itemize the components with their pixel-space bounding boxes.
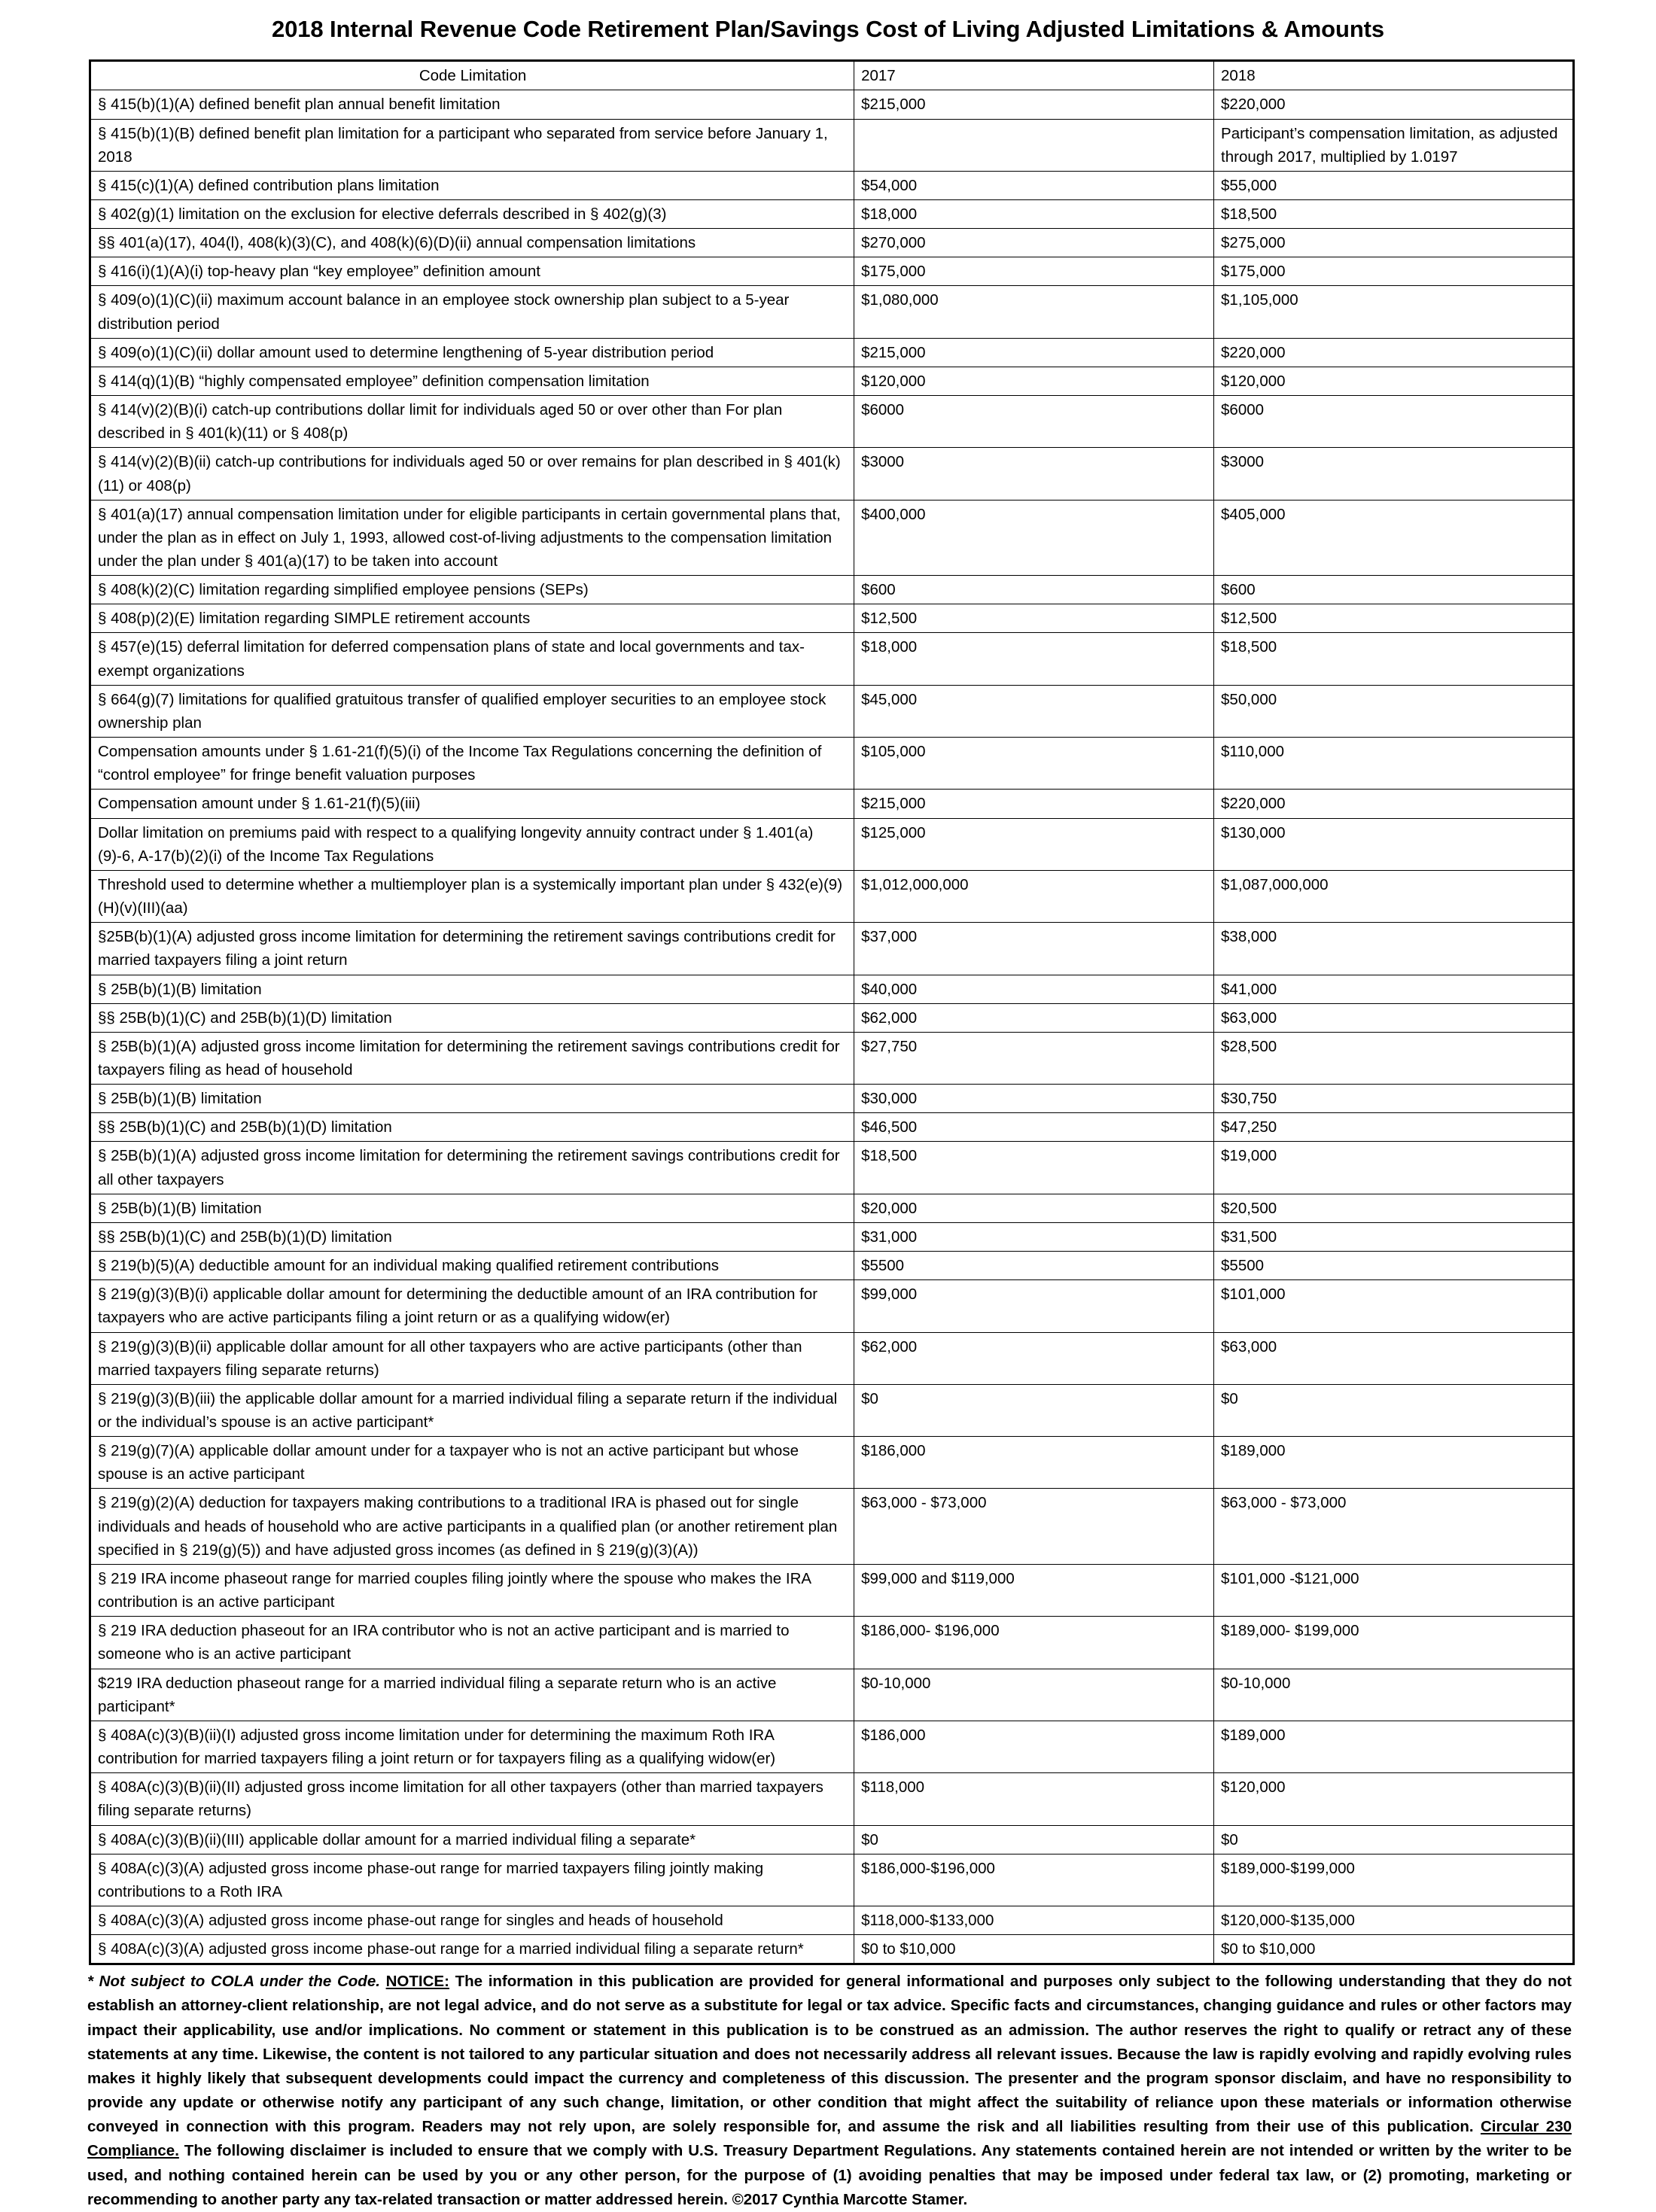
table-row <box>90 633 1574 685</box>
table-row <box>90 1280 1574 1332</box>
cell-value-2017: $215,000 <box>854 790 1214 818</box>
cell-code-limitation: § 25B(b)(1)(A) adjusted gross income limitation for determining the retirement savings contributions credit for all other taxpayers <box>90 1142 854 1194</box>
cell-value-2018: $130,000 <box>1214 818 1574 870</box>
column-header-2017: 2017 <box>854 61 1214 90</box>
table-row <box>90 685 1574 737</box>
cell-code-limitation: § 219 IRA deduction phaseout for an IRA contributor who is not an active participant and is married to someone who is an active participant <box>90 1617 854 1669</box>
table-header-row <box>90 61 1574 90</box>
table-row <box>90 90 1574 119</box>
cell-code-limitation: Dollar limitation on premiums paid with respect to a qualifying longevity annuity contract under § 1.401(a)(9)-6, A-17(b)(2)(i) of the Income Tax Regulations <box>90 818 854 870</box>
cell-code-limitation: § 25B(b)(1)(B) limitation <box>90 975 854 1003</box>
cell-value-2018: $38,000 <box>1214 923 1574 975</box>
cell-value-2018: $5500 <box>1214 1252 1574 1280</box>
cell-value-2017: $18,000 <box>854 199 1214 228</box>
cell-value-2017: $3000 <box>854 448 1214 500</box>
table-row <box>90 257 1574 286</box>
table-row <box>90 199 1574 228</box>
cell-value-2018: $18,500 <box>1214 633 1574 685</box>
table-row <box>90 1489 1574 1564</box>
cell-value-2018: $28,500 <box>1214 1032 1574 1084</box>
table-row <box>90 1332 1574 1384</box>
cell-code-limitation: § 408A(c)(3)(A) adjusted gross income phase-out range for a married individual filing a separate return* <box>90 1935 854 1964</box>
cell-value-2017: $118,000 <box>854 1773 1214 1825</box>
cell-value-2018: $55,000 <box>1214 171 1574 199</box>
table-header <box>90 61 1574 90</box>
table-row <box>90 604 1574 633</box>
cell-value-2017: $99,000 and $119,000 <box>854 1564 1214 1616</box>
cell-code-limitation: § 408A(c)(3)(B)(ii)(I) adjusted gross income limitation under for determining the maximum Roth IRA contribution for married taxpayers filing a joint return or for taxpayers filing as a qualifying widow(er) <box>90 1721 854 1772</box>
cell-value-2017: $1,012,000,000 <box>854 870 1214 922</box>
cola-footnote: * Not subject to COLA under the Code. <box>87 1973 380 1991</box>
cell-code-limitation: § 414(q)(1)(B) “highly compensated employee” definition compensation limitation <box>90 367 854 395</box>
cell-value-2018: $220,000 <box>1214 790 1574 818</box>
cell-value-2018: Participant’s compensation limitation, as adjusted through 2017, multiplied by 1.0197 <box>1214 119 1574 171</box>
cell-code-limitation: § 219(g)(3)(B)(i) applicable dollar amount for determining the deductible amount of an IRA contribution for taxpayers who are active participants filing a joint return or as a qualifying widow(er) <box>90 1280 854 1332</box>
cell-value-2018: $220,000 <box>1214 338 1574 367</box>
cell-value-2017: $270,000 <box>854 229 1214 257</box>
cell-value-2018: $120,000 <box>1214 1773 1574 1825</box>
cell-value-2017: $600 <box>854 576 1214 604</box>
cell-value-2018: $12,500 <box>1214 604 1574 633</box>
cell-value-2017: $0-10,000 <box>854 1669 1214 1721</box>
cell-value-2017: $0 to $10,000 <box>854 1935 1214 1964</box>
limits-table-container <box>0 59 1656 1965</box>
cell-value-2017: $54,000 <box>854 171 1214 199</box>
cell-code-limitation: §§ 25B(b)(1)(C) and 25B(b)(1)(D) limitation <box>90 1113 854 1142</box>
notice-label: NOTICE: <box>385 1973 449 1991</box>
table-row <box>90 229 1574 257</box>
cell-value-2018: $175,000 <box>1214 257 1574 286</box>
table-row <box>90 1252 1574 1280</box>
table-row <box>90 1564 1574 1616</box>
cell-value-2018: $63,000 <box>1214 1003 1574 1032</box>
cell-code-limitation: § 408(k)(2)(C) limitation regarding simplified employee pensions (SEPs) <box>90 576 854 604</box>
table-row <box>90 1669 1574 1721</box>
cell-value-2018: $0-10,000 <box>1214 1669 1574 1721</box>
cell-value-2018: $20,500 <box>1214 1194 1574 1222</box>
cell-value-2018: $6000 <box>1214 396 1574 448</box>
cell-value-2017: $186,000-$196,000 <box>854 1854 1214 1906</box>
cell-value-2017: $18,000 <box>854 633 1214 685</box>
table-row <box>90 1142 1574 1194</box>
cell-value-2018: $101,000 -$121,000 <box>1214 1564 1574 1616</box>
cell-code-limitation: § 664(g)(7) limitations for qualified gratuitous transfer of qualified employer securities to an employee stock ownership plan <box>90 685 854 737</box>
cell-code-limitation: § 409(o)(1)(C)(ii) dollar amount used to determine lengthening of 5-year distribution period <box>90 338 854 367</box>
table-row <box>90 1721 1574 1772</box>
cell-code-limitation: Compensation amounts under § 1.61-21(f)(5)(i) of the Income Tax Regulations concerning the definition of “control employee” for fringe benefit valuation purposes <box>90 738 854 790</box>
cell-value-2017: $6000 <box>854 396 1214 448</box>
cell-value-2017 <box>854 119 1214 171</box>
cell-code-limitation: §§ 25B(b)(1)(C) and 25B(b)(1)(D) limitation <box>90 1222 854 1251</box>
column-header-code-limitation: Code Limitation <box>90 61 854 90</box>
cell-code-limitation: § 219(g)(2)(A) deduction for taxpayers making contributions to a traditional IRA is phased out for single individuals and heads of household who are active participants in a qualified plan (or another retirement plan specified in § 219(g)(5)) and have adjusted gross incomes (as defined in § 219(g)(3)(A)) <box>90 1489 854 1564</box>
cell-value-2018: $3000 <box>1214 448 1574 500</box>
table-row <box>90 923 1574 975</box>
cell-value-2017: $0 <box>854 1384 1214 1436</box>
cell-value-2018: $189,000 <box>1214 1437 1574 1489</box>
circular-230-body: The following disclaimer is included to ensure that we comply with U.S. Treasury Department Regulations. Any statements contained herein are not intended or written by the writer to be used, and nothing contained herein can be used by you or any other person, for the purpose of (1) avoiding penalties that may be imposed under federal tax law, or (2) promoting, marketing or recommending to another party any tax-related transaction or matter addressed herein. ©2017 Cynthia Marcotte Stamer. <box>87 2142 1572 2208</box>
table-row <box>90 1437 1574 1489</box>
table-row <box>90 1773 1574 1825</box>
cell-value-2018: $31,500 <box>1214 1222 1574 1251</box>
cell-code-limitation: Threshold used to determine whether a multiemployer plan is a systemically important plan under § 432(e)(9)(H)(v)(III)(aa) <box>90 870 854 922</box>
table-row <box>90 1617 1574 1669</box>
cell-code-limitation: §25B(b)(1)(A) adjusted gross income limitation for determining the retirement savings contributions credit for married taxpayers filing a joint return <box>90 923 854 975</box>
table-row <box>90 1032 1574 1084</box>
cell-value-2018: $189,000 <box>1214 1721 1574 1772</box>
cell-value-2017: $40,000 <box>854 975 1214 1003</box>
table-row <box>90 975 1574 1003</box>
cell-value-2018: $120,000 <box>1214 367 1574 395</box>
cell-code-limitation: § 219(g)(3)(B)(iii) the applicable dollar amount for a married individual filing a separate return if the individual or the individual’s spouse is an active participant* <box>90 1384 854 1436</box>
table-row <box>90 448 1574 500</box>
cola-limits-table <box>89 59 1575 1965</box>
cell-value-2017: $18,500 <box>854 1142 1214 1194</box>
cell-code-limitation: § 415(b)(1)(A) defined benefit plan annual benefit limitation <box>90 90 854 119</box>
table-row <box>90 338 1574 367</box>
table-row <box>90 818 1574 870</box>
cell-code-limitation: §§ 401(a)(17), 404(l), 408(k)(3)(C), and 408(k)(6)(D)(ii) annual compensation limitations <box>90 229 854 257</box>
cell-code-limitation: § 219(g)(7)(A) applicable dollar amount under for a taxpayer who is not an active participant but whose spouse is an active participant <box>90 1437 854 1489</box>
cell-code-limitation: § 415(b)(1)(B) defined benefit plan limitation for a participant who separated from service before January 1, 2018 <box>90 119 854 171</box>
table-row <box>90 1113 1574 1142</box>
cell-code-limitation: § 409(o)(1)(C)(ii) maximum account balance in an employee stock ownership plan subject to a 5-year distribution period <box>90 286 854 338</box>
notice-body: The information in this publication are provided for general informational and purposes only subject to the following understanding that they do not establish an attorney-client relationship, are not legal advice, and do not serve as a substitute for legal or tax advice. Specific facts and circumstances, changing guidance and rules or other factors may impact their applicability, use and/or implications. No comment or statement in this publication is to be construed as an admission. The author reserves the right to qualify or retract any of these statements at any time. Likewise, the content is not tailored to any particular situation and does not necessarily address all relevant issues. Because the law is rapidly evolving and rapidly evolving rules makes it highly likely that subsequent developments could impact the currency and completeness of this discussion. The presenter and the program sponsor disclaim, and have no responsibility to provide any update or otherwise notify any participant of any such change, limitation, or other condition that might affect the suitability of reliance upon these materials or information otherwise conveyed in connection with this program. Readers may not rely upon, are solely responsible for, and assume the risk and all liabilities resulting from their use of this publication. <box>87 1973 1572 2136</box>
table-row <box>90 367 1574 395</box>
cell-value-2017: $27,750 <box>854 1032 1214 1084</box>
cell-value-2017: $1,080,000 <box>854 286 1214 338</box>
table-row <box>90 1854 1574 1906</box>
cell-value-2017: $125,000 <box>854 818 1214 870</box>
cell-value-2017: $62,000 <box>854 1003 1214 1032</box>
cell-value-2018: $0 <box>1214 1825 1574 1854</box>
cell-value-2017: $62,000 <box>854 1332 1214 1384</box>
cell-value-2017: $186,000 <box>854 1437 1214 1489</box>
cell-value-2018: $63,000 - $73,000 <box>1214 1489 1574 1564</box>
cell-code-limitation: § 408A(c)(3)(B)(ii)(III) applicable dollar amount for a married individual filing a separate* <box>90 1825 854 1854</box>
cell-value-2018: $189,000- $199,000 <box>1214 1617 1574 1669</box>
table-row <box>90 1906 1574 1934</box>
cell-value-2017: $45,000 <box>854 685 1214 737</box>
cell-value-2018: $220,000 <box>1214 90 1574 119</box>
cell-code-limitation: § 416(i)(1)(A)(i) top-heavy plan “key employee” definition amount <box>90 257 854 286</box>
cell-code-limitation: § 408A(c)(3)(A) adjusted gross income phase-out range for married taxpayers filing jointly making contributions to a Roth IRA <box>90 1854 854 1906</box>
cell-code-limitation: §§ 25B(b)(1)(C) and 25B(b)(1)(D) limitation <box>90 1003 854 1032</box>
cell-code-limitation: § 414(v)(2)(B)(ii) catch-up contributions for individuals aged 50 or over remains for plan described in § 401(k)(11) or 408(p) <box>90 448 854 500</box>
table-row <box>90 286 1574 338</box>
cell-code-limitation: § 219(g)(3)(B)(ii) applicable dollar amount for all other taxpayers who are active participants (other than married taxpayers filing separate returns) <box>90 1332 854 1384</box>
cell-code-limitation: § 414(v)(2)(B)(i) catch-up contributions dollar limit for individuals aged 50 or over other than For plan described in § 401(k)(11) or § 408(p) <box>90 396 854 448</box>
cell-code-limitation: $219 IRA deduction phaseout range for a married individual filing a separate return who is an active participant* <box>90 1669 854 1721</box>
cell-value-2017: $175,000 <box>854 257 1214 286</box>
table-row <box>90 119 1574 171</box>
cell-value-2017: $0 <box>854 1825 1214 1854</box>
table-row <box>90 171 1574 199</box>
cell-value-2017: $31,000 <box>854 1222 1214 1251</box>
cell-code-limitation: § 408A(c)(3)(B)(ii)(II) adjusted gross income limitation for all other taxpayers (other than married taxpayers filing separate returns) <box>90 1773 854 1825</box>
circular-230-label: Circular 230 Compliance. <box>87 2118 1572 2160</box>
cell-value-2017: $118,000-$133,000 <box>854 1906 1214 1934</box>
cell-value-2017: $37,000 <box>854 923 1214 975</box>
column-header-2018: 2018 <box>1214 61 1574 90</box>
table-row <box>90 576 1574 604</box>
cell-value-2018: $18,500 <box>1214 199 1574 228</box>
table-row <box>90 1384 1574 1436</box>
cell-value-2017: $20,000 <box>854 1194 1214 1222</box>
cell-value-2017: $215,000 <box>854 338 1214 367</box>
cell-value-2017: $215,000 <box>854 90 1214 119</box>
cell-value-2018: $50,000 <box>1214 685 1574 737</box>
cell-value-2018: $120,000-$135,000 <box>1214 1906 1574 1934</box>
cell-value-2017: $46,500 <box>854 1113 1214 1142</box>
cell-code-limitation: § 219 IRA income phaseout range for married couples filing jointly where the spouse who makes the IRA contribution is an active participant <box>90 1564 854 1616</box>
cell-code-limitation: § 408(p)(2)(E) limitation regarding SIMPLE retirement accounts <box>90 604 854 633</box>
cell-code-limitation: § 408A(c)(3)(A) adjusted gross income phase-out range for singles and heads of household <box>90 1906 854 1934</box>
table-row <box>90 870 1574 922</box>
cell-code-limitation: § 25B(b)(1)(B) limitation <box>90 1194 854 1222</box>
cell-value-2018: $600 <box>1214 576 1574 604</box>
cell-value-2018: $0 <box>1214 1384 1574 1436</box>
table-row <box>90 1003 1574 1032</box>
cell-code-limitation: Compensation amount under § 1.61-21(f)(5)(iii) <box>90 790 854 818</box>
table-row <box>90 1222 1574 1251</box>
cell-value-2017: $63,000 - $73,000 <box>854 1489 1214 1564</box>
table-row <box>90 790 1574 818</box>
table-row <box>90 1085 1574 1113</box>
cell-value-2017: $186,000 <box>854 1721 1214 1772</box>
cell-value-2018: $0 to $10,000 <box>1214 1935 1574 1964</box>
cell-code-limitation: § 402(g)(1) limitation on the exclusion for elective deferrals described in § 402(g)(3) <box>90 199 854 228</box>
cell-value-2018: $101,000 <box>1214 1280 1574 1332</box>
cell-value-2018: $1,087,000,000 <box>1214 870 1574 922</box>
cell-value-2018: $30,750 <box>1214 1085 1574 1113</box>
page-title: 2018 Internal Revenue Code Retirement Plan/Savings Cost of Living Adjusted Limitations & Amounts <box>271 16 1385 42</box>
cell-value-2017: $5500 <box>854 1252 1214 1280</box>
cell-value-2018: $63,000 <box>1214 1332 1574 1384</box>
cell-value-2018: $110,000 <box>1214 738 1574 790</box>
cell-value-2017: $99,000 <box>854 1280 1214 1332</box>
footer-notice <box>0 1965 1656 2212</box>
cell-value-2017: $186,000- $196,000 <box>854 1617 1214 1669</box>
cell-code-limitation: § 401(a)(17) annual compensation limitation under for eligible participants in certain governmental plans that, under the plan as in effect on July 1, 1993, allowed cost-of-living adjustments to the compensation limitation under the plan under § 401(a)(17) to be taken into account <box>90 500 854 575</box>
cell-value-2018: $41,000 <box>1214 975 1574 1003</box>
cell-value-2017: $12,500 <box>854 604 1214 633</box>
cell-code-limitation: § 25B(b)(1)(A) adjusted gross income limitation for determining the retirement savings contributions credit for taxpayers filing as head of household <box>90 1032 854 1084</box>
cell-value-2018: $189,000-$199,000 <box>1214 1854 1574 1906</box>
table-row <box>90 1935 1574 1964</box>
table-row <box>90 396 1574 448</box>
table-row <box>90 1825 1574 1854</box>
cell-code-limitation: § 457(e)(15) deferral limitation for deferred compensation plans of state and local governments and tax-exempt organizations <box>90 633 854 685</box>
cell-value-2018: $1,105,000 <box>1214 286 1574 338</box>
table-row <box>90 1194 1574 1222</box>
cell-value-2017: $30,000 <box>854 1085 1214 1113</box>
table-row <box>90 738 1574 790</box>
cell-value-2018: $19,000 <box>1214 1142 1574 1194</box>
cell-value-2017: $105,000 <box>854 738 1214 790</box>
cell-value-2018: $47,250 <box>1214 1113 1574 1142</box>
cell-code-limitation: § 219(b)(5)(A) deductible amount for an individual making qualified retirement contributions <box>90 1252 854 1280</box>
cell-value-2017: $120,000 <box>854 367 1214 395</box>
table-row <box>90 500 1574 575</box>
cell-code-limitation: § 415(c)(1)(A) defined contribution plans limitation <box>90 171 854 199</box>
cell-value-2018: $405,000 <box>1214 500 1574 575</box>
cell-value-2018: $275,000 <box>1214 229 1574 257</box>
cell-code-limitation: § 25B(b)(1)(B) limitation <box>90 1085 854 1113</box>
table-body <box>90 90 1574 1964</box>
cell-value-2017: $400,000 <box>854 500 1214 575</box>
